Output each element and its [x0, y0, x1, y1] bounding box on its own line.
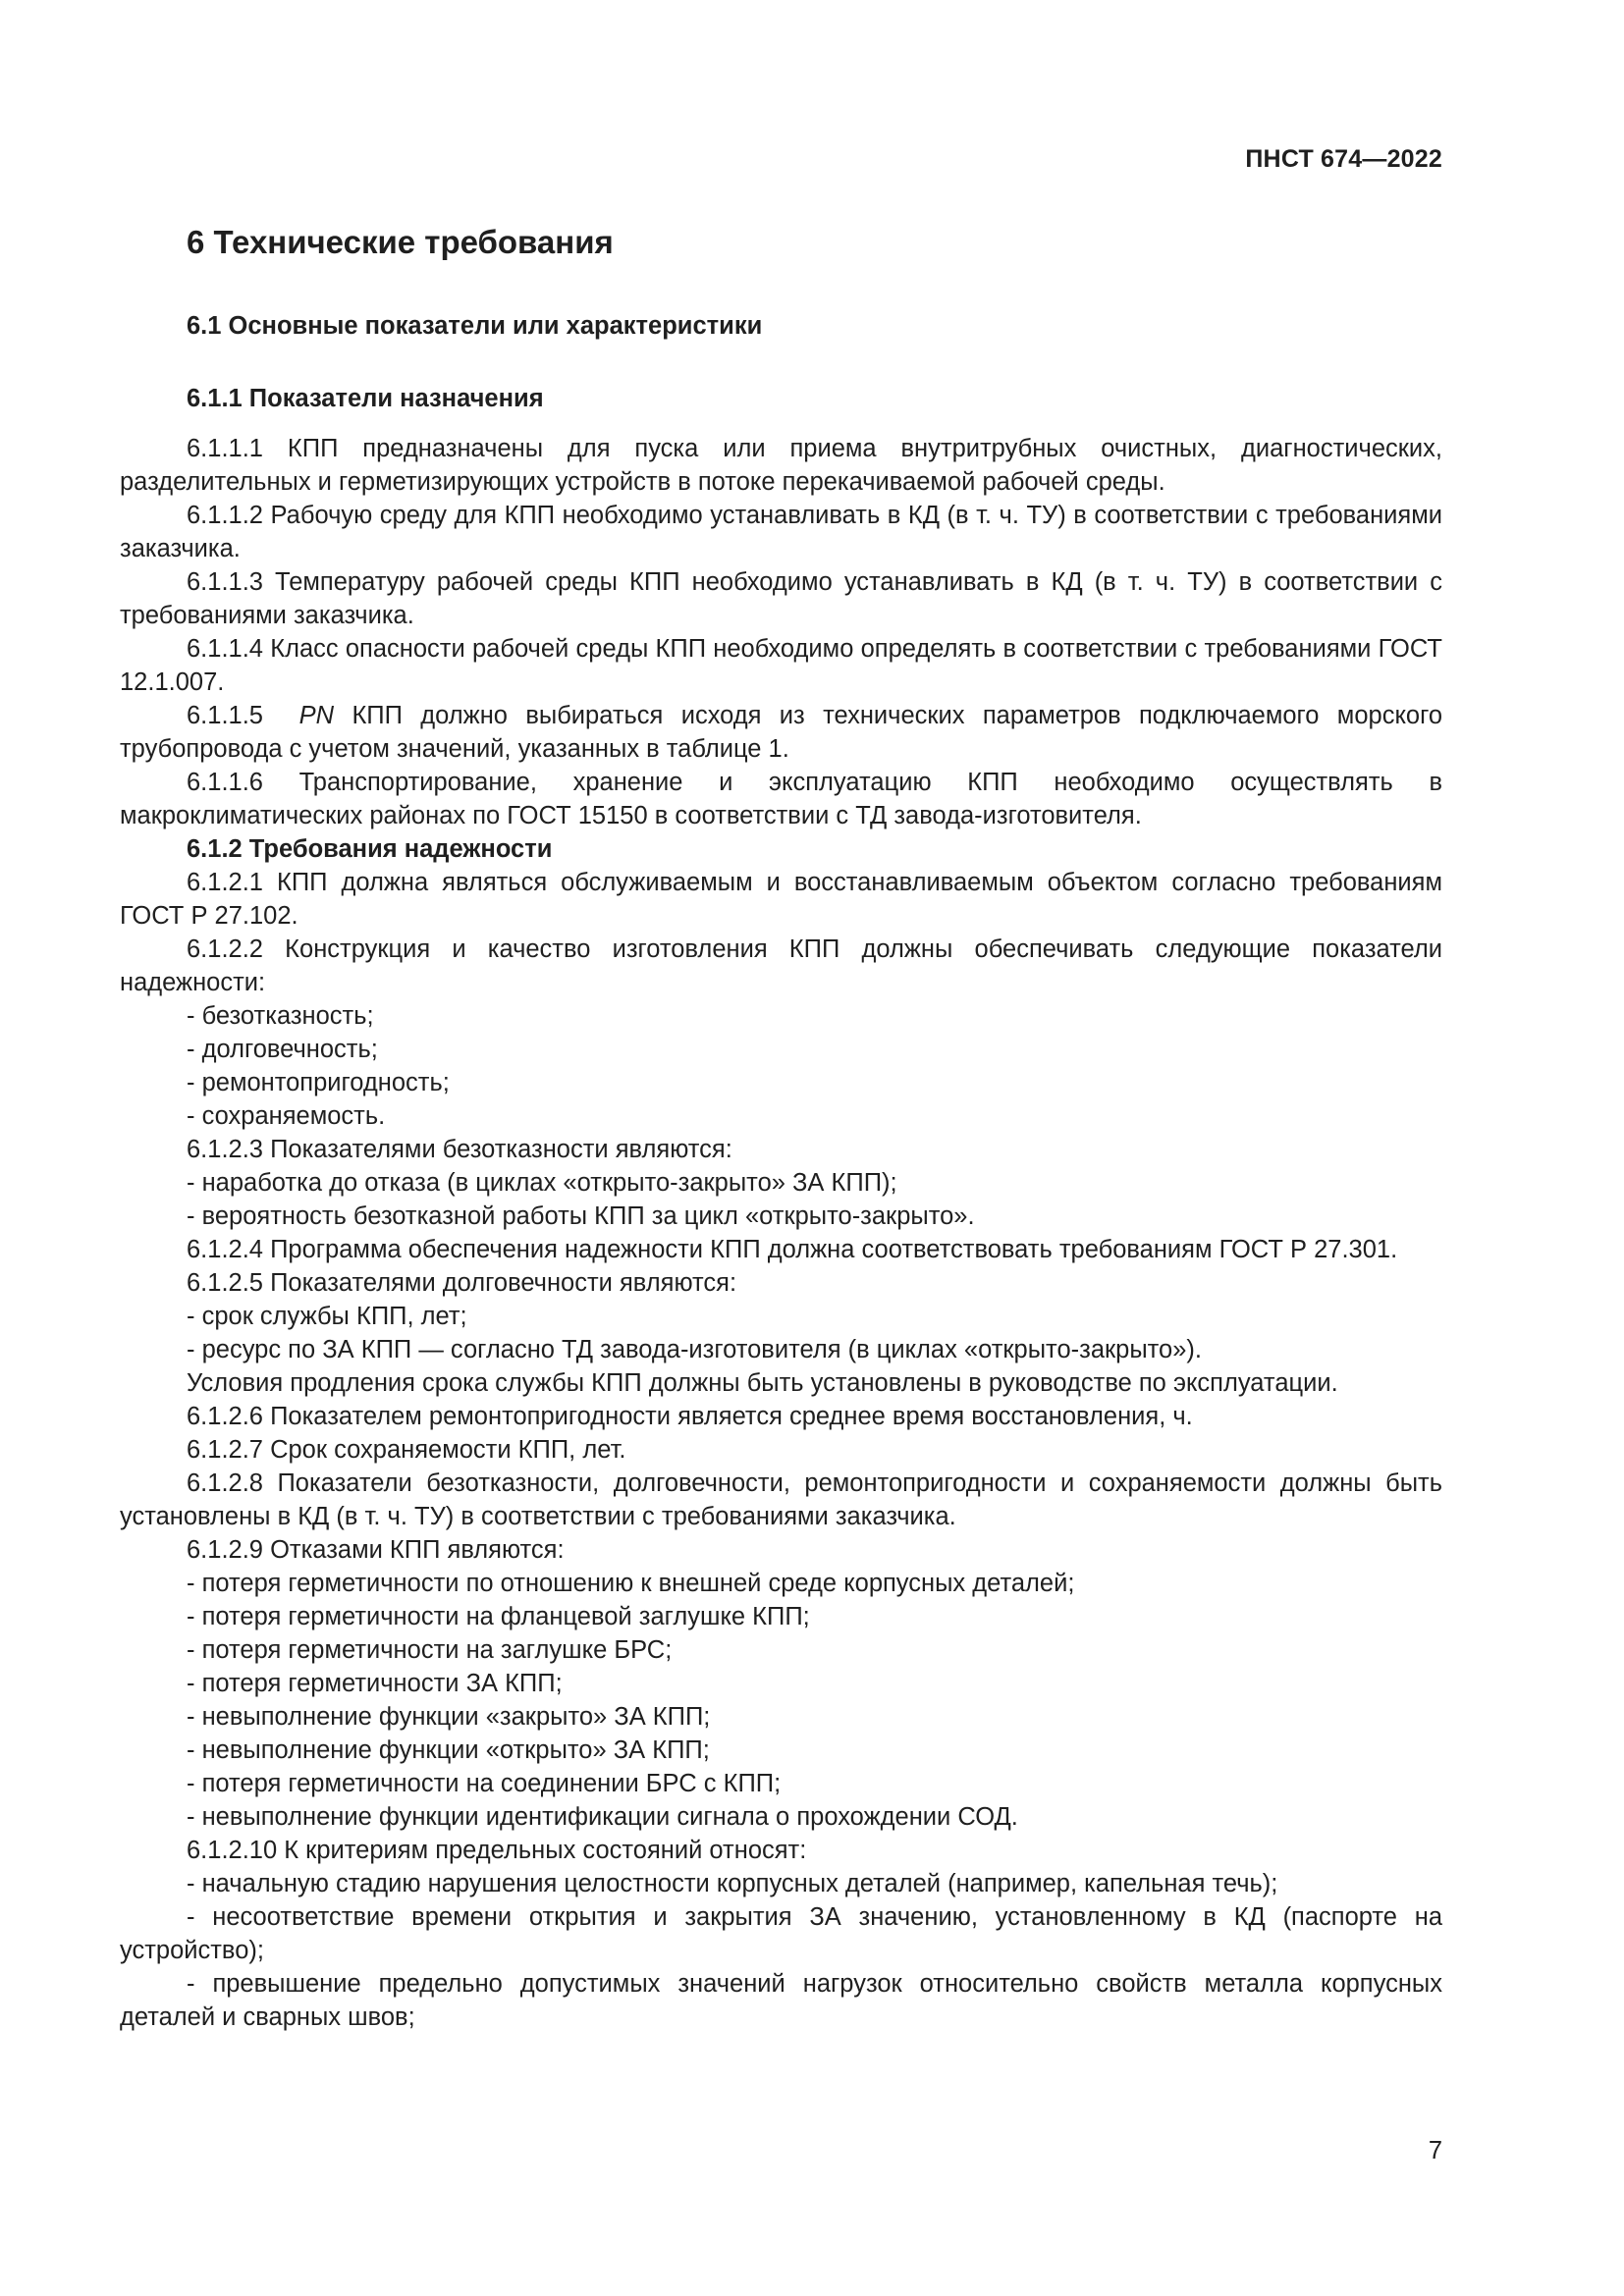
list-item: - потеря герметичности на заглушке БРС;: [187, 1636, 673, 1664]
list-item: - невыполнение функции идентификации сигнала о прохождении СОД.: [187, 1803, 1018, 1831]
paragraph-pn: [120, 699, 1442, 766]
section-title: 6 Технические требования: [187, 224, 614, 260]
list-item: Условия продления срока службы КПП должны быть установлены в руководстве по эксплуатации.: [187, 1369, 1338, 1397]
paragraph: 6.1.1.1 КПП предназначены для пуска или приема внутритрубных очистных, диагностических, разделительных и герметизирующих устройств в потоке перекачиваемой рабочей среды.: [120, 435, 1442, 496]
list-item: - потеря герметичности по отношению к внешней среде корпусных деталей;: [187, 1570, 1075, 1597]
list-item: - наработка до отказа (в циклах «открыто-закрыто» ЗА КПП);: [187, 1169, 897, 1197]
list-item: - потеря герметичности ЗА КПП;: [187, 1670, 563, 1697]
paragraph: 6.1.2.1 КПП должна являться обслуживаемым и восстанавливаемым объектом согласно требованиям ГОСТ Р 27.102.: [120, 869, 1442, 930]
subsubsection-title: 6.1.1 Показатели назначения: [187, 385, 544, 412]
paragraph: 6.1.2.10 К критериям предельных состояний относят:: [187, 1837, 807, 1864]
paragraph: 6.1.1.6 Транспортирование, хранение и эксплуатацию КПП необходимо осуществлять в макроклиматических районах по ГОСТ 15150 в соответствии с ТД завода-изготовителя.: [120, 769, 1442, 829]
subsection-title: 6.1 Основные показатели или характеристики: [187, 312, 763, 340]
document-body: [120, 432, 1442, 2034]
paragraph: 6.1.2.9 Отказами КПП являются:: [187, 1536, 565, 1564]
paragraph: - превышение предельно допустимых значений нагрузок относительно свойств металла корпусных деталей и сварных швов;: [120, 1970, 1442, 2031]
paragraph: 6.1.2.3 Показателями безотказности являются:: [187, 1136, 732, 1163]
list-item: - начальную стадию нарушения целостности корпусных деталей (например, капельная течь);: [187, 1870, 1278, 1897]
paragraph: 6.1.1.2 Рабочую среду для КПП необходимо устанавливать в КД (в т. ч. ТУ) в соответствии с требованиями заказчика.: [120, 502, 1442, 562]
paragraph: 6.1.1.4 Класс опасности рабочей среды КПП необходимо определять в соответствии с требованиями ГОСТ 12.1.007.: [120, 635, 1442, 696]
paragraph: 6.1.2.8 Показатели безотказности, долговечности, ремонтопригодности и сохраняемости должны быть установлены в КД (в т. ч. ТУ) в соответствии с требованиями заказчика.: [120, 1469, 1442, 1530]
list-item: - ремонтопригодность;: [187, 1069, 450, 1096]
paragraph: 6.1.2.5 Показателями долговечности являются:: [187, 1269, 737, 1297]
subsubsection-title-reliability: 6.1.2 Требования надежности: [187, 835, 553, 863]
list-item: - невыполнение функции «закрыто» ЗА КПП;: [187, 1703, 711, 1731]
list-item: - вероятность безотказной работы КПП за цикл «открыто-закрыто».: [187, 1202, 975, 1230]
document-code: ПНСТ 674—2022: [1245, 145, 1442, 173]
list-item: - ресурс по ЗА КПП — согласно ТД завода-изготовителя (в циклах «открыто-закрыто»).: [187, 1336, 1202, 1363]
page-number: 7: [1428, 2137, 1442, 2164]
paragraph-number: 6.1.1.5: [187, 702, 263, 729]
paragraph: 6.1.2.6 Показателем ремонтопригодности является среднее время восстановления, ч.: [187, 1403, 1193, 1430]
paragraph-text: КПП должно выбираться исходя из технических параметров подключаемого морского трубопровода с учетом значений, указанных в таблице 1.: [120, 702, 1442, 763]
list-item: - срок службы КПП, лет;: [187, 1303, 467, 1330]
paragraph: - несоответствие времени открытия и закрытия ЗА значению, установленному в КД (паспорте на устройство);: [120, 1903, 1442, 1964]
paragraph: 6.1.2.7 Срок сохраняемости КПП, лет.: [187, 1436, 626, 1464]
paragraph: 6.1.2.4 Программа обеспечения надежности КПП должна соответствовать требованиям ГОСТ Р 27.301.: [187, 1236, 1398, 1263]
list-item: - невыполнение функции «открыто» ЗА КПП;: [187, 1736, 710, 1764]
pn-symbol: PN: [298, 702, 335, 729]
list-item: - безотказность;: [187, 1002, 374, 1030]
list-item: - потеря герметичности на фланцевой заглушке КПП;: [187, 1603, 810, 1630]
paragraph: 6.1.2.2 Конструкция и качество изготовления КПП должны обеспечивать следующие показатели надежности:: [120, 935, 1442, 996]
paragraph: 6.1.1.3 Температуру рабочей среды КПП необходимо устанавливать в КД (в т. ч. ТУ) в соответствии с требованиями заказчика.: [120, 568, 1442, 629]
list-item: - потеря герметичности на соединении БРС с КПП;: [187, 1770, 782, 1797]
list-item: - сохраняемость.: [187, 1102, 386, 1130]
list-item: - долговечность;: [187, 1036, 378, 1063]
